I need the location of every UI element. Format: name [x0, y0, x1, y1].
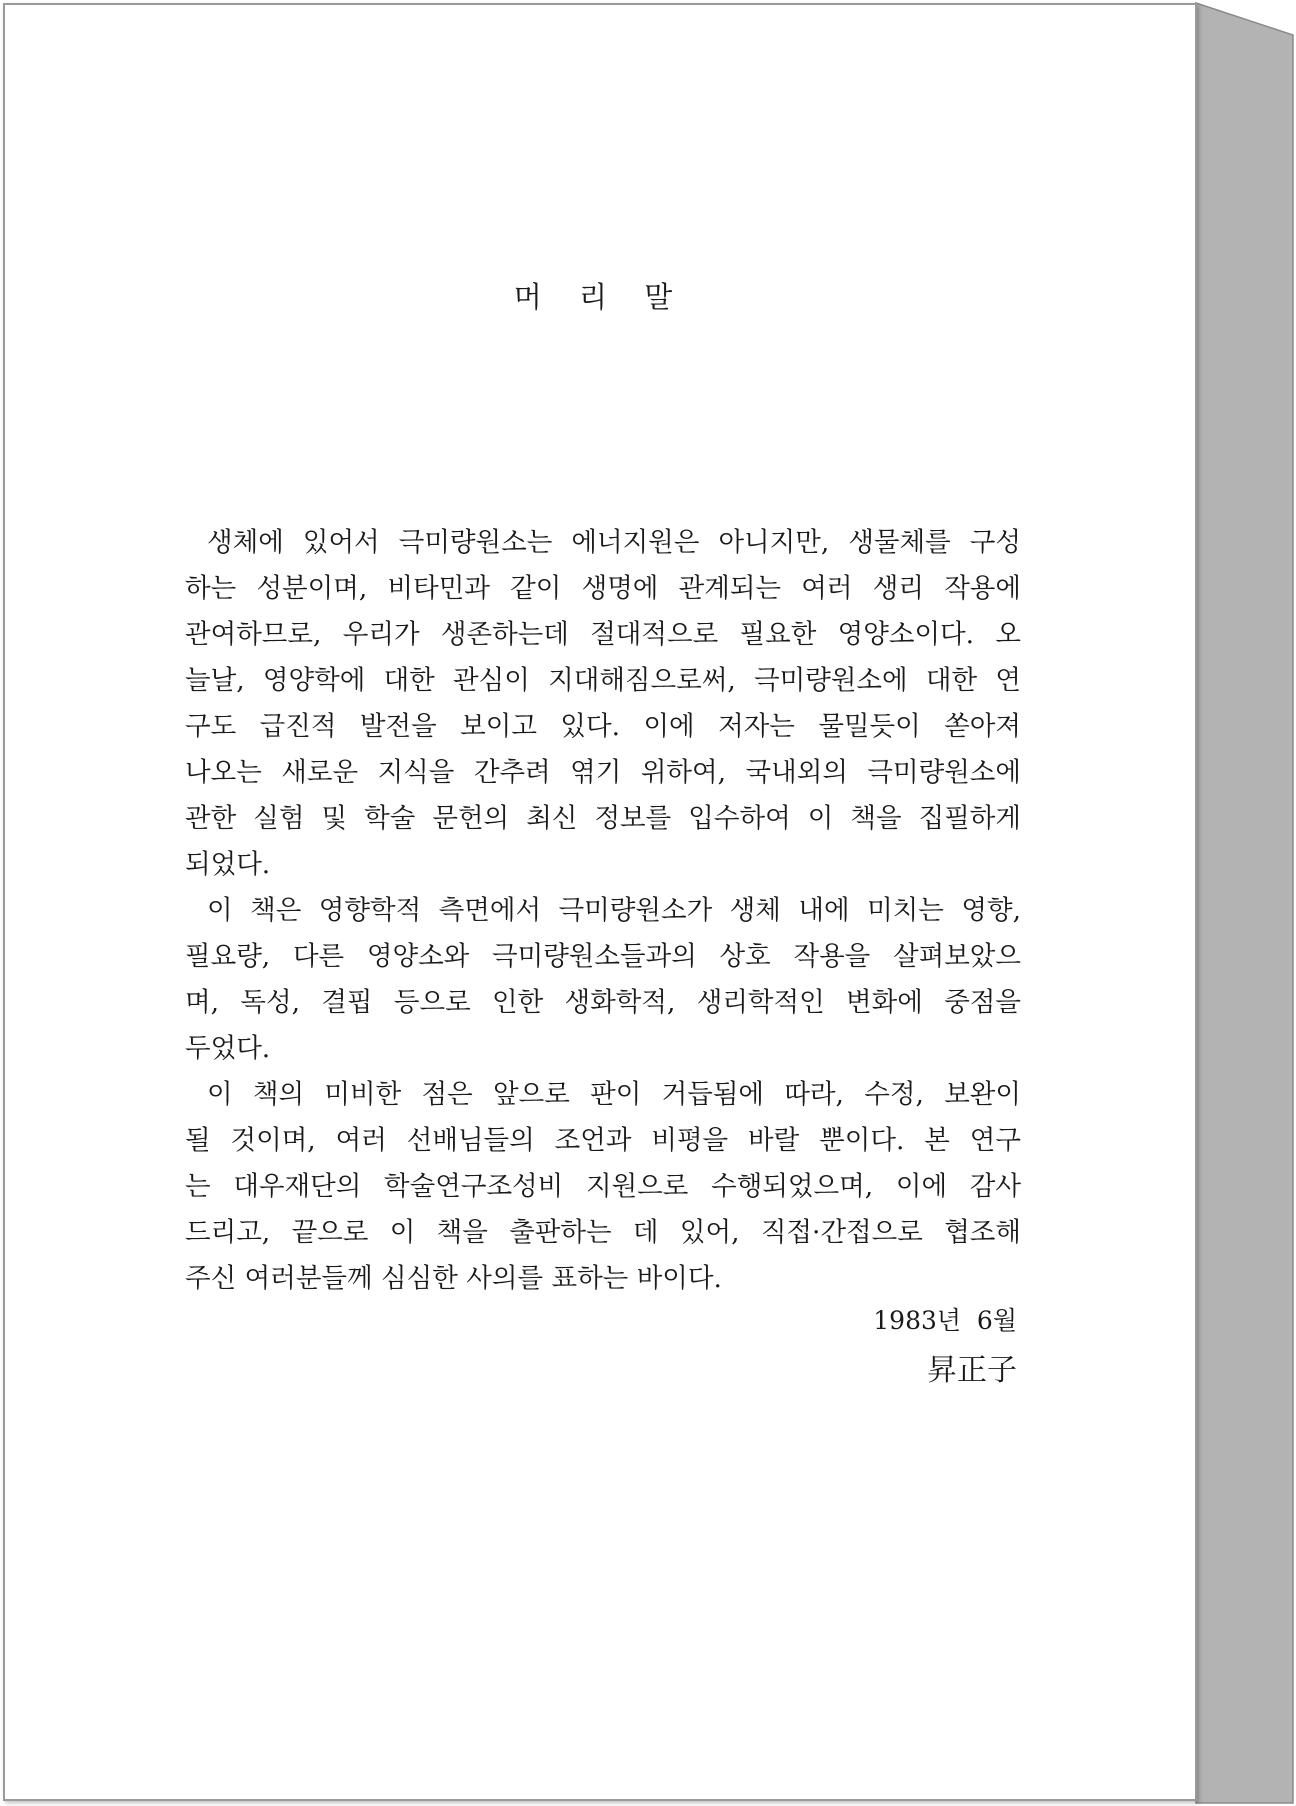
text-line: 이 책의 미비한 점은 앞으로 판이 거듭됨에 따라, 수정, 보완이	[207, 1079, 1021, 1110]
text-line: 는 대우재단의 학술연구조성비 지원으로 수행되었으며, 이에 감사	[185, 1171, 1021, 1202]
preface-date: 1983년 6월	[873, 1306, 1017, 1335]
author-name: 昇正子	[927, 1353, 1017, 1388]
text-line: 늘날, 영양학에 대한 관심이 지대해짐으로써, 극미량원소에 대한 연	[185, 665, 1021, 696]
text-line: 드리고, 끝으로 이 책을 출판하는 데 있어, 직접·간접으로 협조해	[185, 1217, 1021, 1248]
paragraph-1	[185, 520, 1021, 888]
text-line: 필요량, 다른 영양소와 극미량원소들과의 상호 작용을 살펴보았으	[185, 941, 1021, 972]
text-line: 구도 급진적 발전을 보이고 있다. 이에 저자는 물밀듯이 쏟아져	[185, 711, 1021, 742]
text-line: 두었다.	[185, 1033, 271, 1064]
text-line: 나오는 새로운 지식을 간추려 엮기 위하여, 국내외의 극미량원소에	[185, 757, 1021, 788]
text-line: 되었다.	[185, 849, 271, 880]
text-line: 관한 실험 및 학술 문헌의 최신 정보를 입수하여 이 책을 집필하게	[185, 803, 1021, 834]
text-line: 주신 여러분들께 심심한 사의를 표하는 바이다.	[185, 1263, 722, 1294]
text-line: 관여하므로, 우리가 생존하는데 절대적으로 필요한 영양소이다. 오	[185, 619, 1021, 650]
text-line: 생체에 있어서 극미량원소는 에너지원은 아니지만, 생물체를 구성	[207, 527, 1021, 558]
text-line: 될 것이며, 여러 선배님들의 조언과 비평을 바랄 뿐이다. 본 연구	[185, 1125, 1021, 1156]
paragraph-3	[185, 1072, 1021, 1302]
paragraph-2	[185, 888, 1021, 1072]
text-line: 이 책은 영향학적 측면에서 극미량원소가 생체 내에 미치는 영향,	[207, 895, 1021, 926]
page-heading: 머 리 말	[513, 280, 687, 314]
preface-body	[185, 520, 1021, 1302]
text-line: 하는 성분이며, 비타민과 같이 생명에 관계되는 여러 생리 작용에	[185, 573, 1021, 604]
page	[3, 3, 1197, 1801]
text-line: 며, 독성, 결핍 등으로 인한 생화학적, 생리학적인 변화에 중점을	[185, 987, 1021, 1018]
